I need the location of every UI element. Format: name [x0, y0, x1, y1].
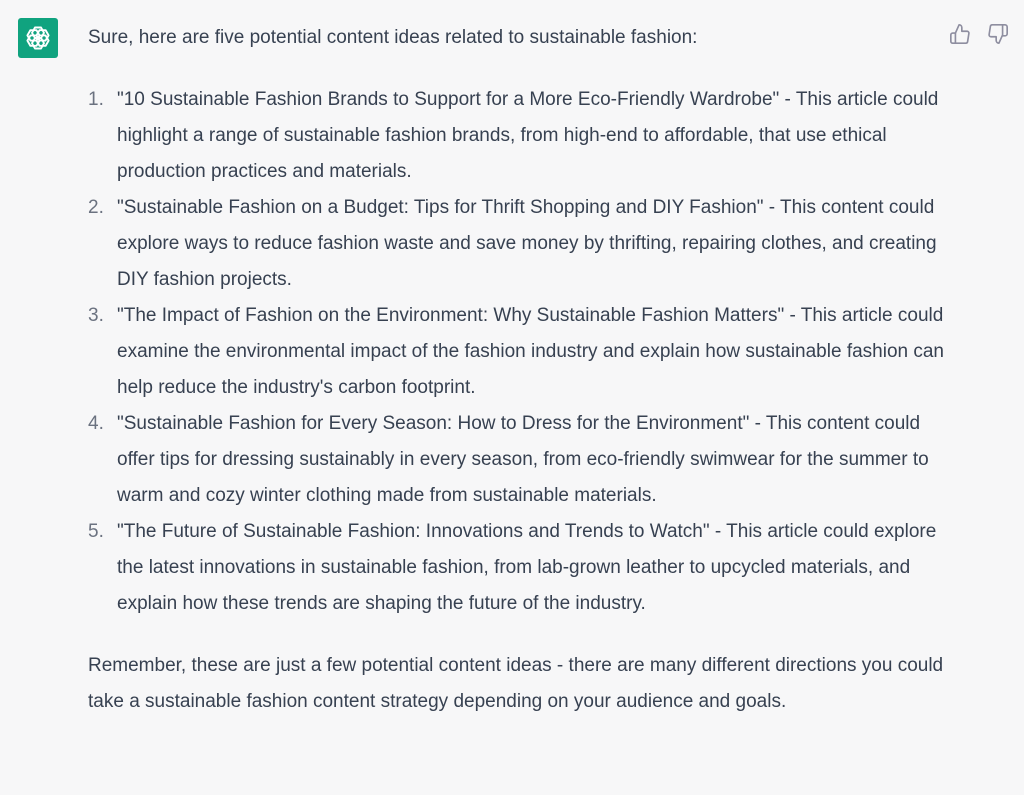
list-item-text: "The Future of Sustainable Fashion: Innovations and Trends to Watch" - This article could explore the latest innovations in sustainable fashion, from lab-grown leather to upcycled materials, and explain how these trends are shaping the future of the industry. [117, 521, 937, 614]
content-ideas-list [88, 82, 948, 622]
assistant-avatar [18, 18, 58, 58]
thumbs-up-icon [949, 23, 971, 45]
list-item-text: "Sustainable Fashion on a Budget: Tips for Thrift Shopping and DIY Fashion" - This content could explore ways to reduce fashion waste and save money by thrifting, repairing clothes, and creating DIY fashion projects. [117, 197, 937, 290]
list-item [88, 298, 948, 406]
feedback-buttons [948, 22, 1010, 46]
list-item-text: "The Impact of Fashion on the Environment: Why Sustainable Fashion Matters" - This article could examine the environmental impact of the fashion industry and explain how sustainable fashion can help reduce the industry's carbon footprint. [117, 305, 945, 398]
list-item [88, 406, 948, 514]
list-item-text: "Sustainable Fashion for Every Season: How to Dress for the Environment" - This content could offer tips for dressing sustainably in every season, from eco-friendly swimwear for the summer to warm and cozy winter clothing made from sustainable materials. [117, 413, 929, 506]
list-item-number: 3. [88, 305, 104, 326]
openai-logo-icon [24, 24, 52, 52]
list-item [88, 514, 948, 622]
list-item [88, 82, 948, 190]
thumbs-down-icon [987, 23, 1009, 45]
message-outro: Remember, these are just a few potential content ideas - there are many different directions you could take a sustainable fashion content strategy depending on your audience and goals. [88, 655, 944, 712]
list-item [88, 190, 948, 298]
thumbs-up-button[interactable] [948, 22, 972, 46]
list-item-number: 5. [88, 521, 104, 542]
list-item-number: 1. [88, 89, 104, 110]
list-item-number: 4. [88, 413, 104, 434]
list-item-number: 2. [88, 197, 104, 218]
message-intro: Sure, here are five potential content ideas related to sustainable fashion: [88, 27, 698, 48]
thumbs-down-button[interactable] [986, 22, 1010, 46]
list-item-text: "10 Sustainable Fashion Brands to Support for a More Eco-Friendly Wardrobe" - This article could highlight a range of sustainable fashion brands, from high-end to affordable, that use ethical production practices and materials. [117, 89, 939, 182]
message-content [88, 20, 948, 720]
